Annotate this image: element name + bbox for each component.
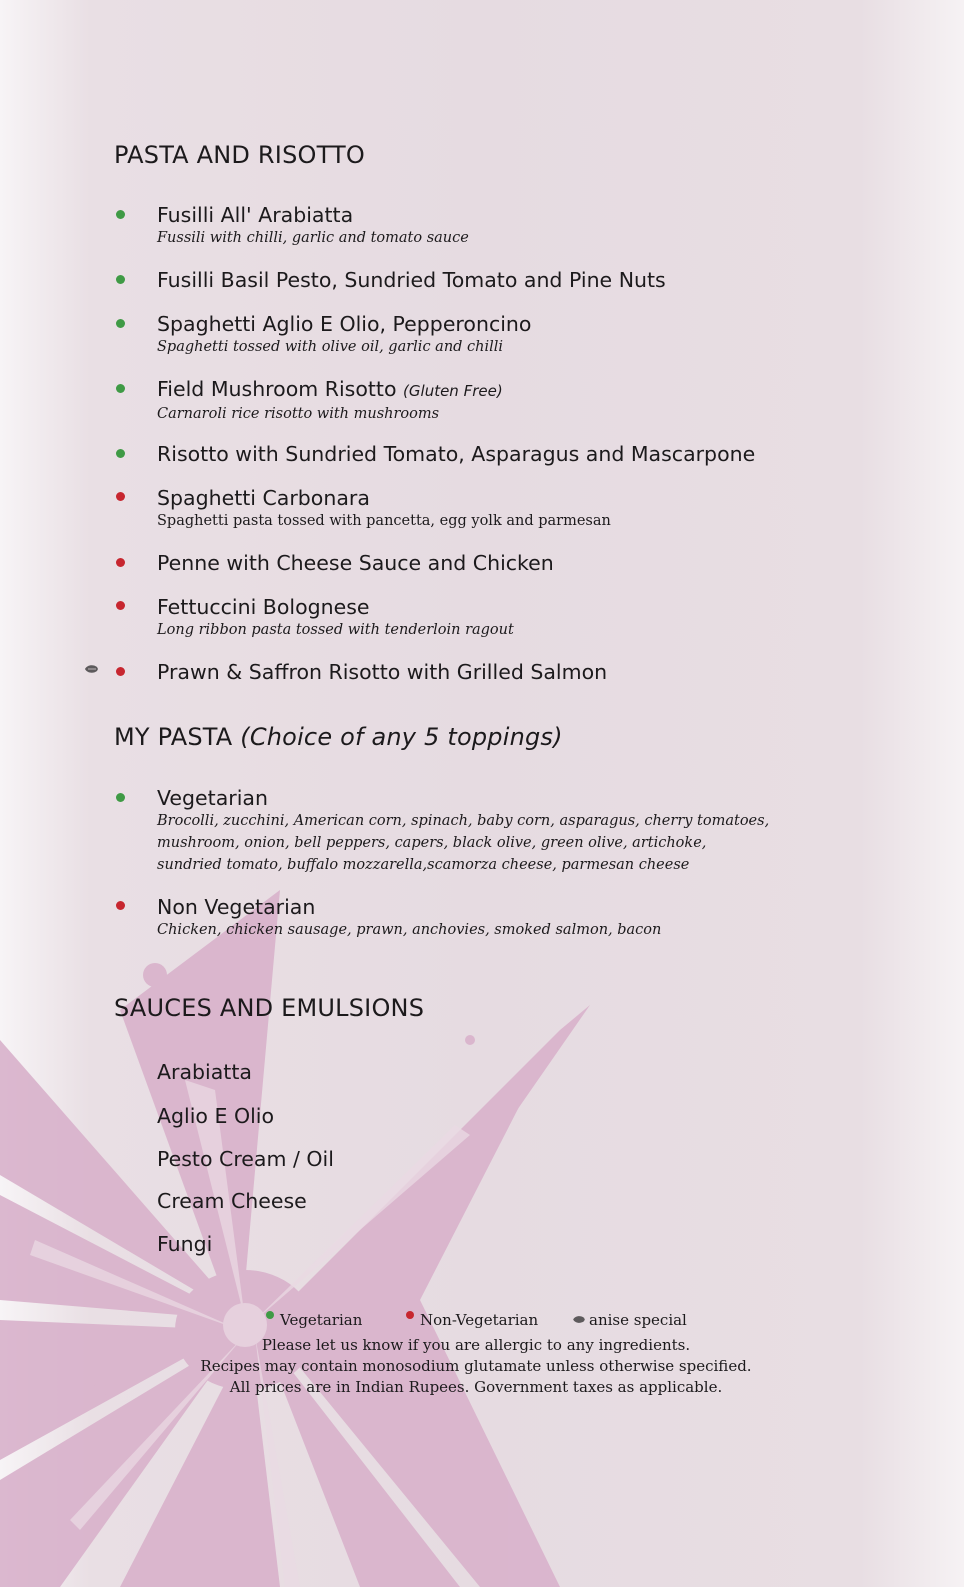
footer-allergy-note: Please let us know if you are allergic to any ingredients. — [261, 1336, 691, 1354]
menu-item-spaghetti-aglio-olio — [157, 312, 857, 358]
veg-indicator — [116, 449, 125, 458]
footer-price-note: All prices are in Indian Rupees. Government taxes as applicable. — [229, 1378, 723, 1396]
section-title-text: MY PASTA — [114, 723, 233, 751]
item-description: Long ribbon pasta tossed with tenderloin ragout — [157, 622, 514, 638]
sauce-item: Fungi — [157, 1232, 213, 1256]
footer-msg-note: Recipes may contain monosodium glutamate unless otherwise specified. — [200, 1357, 752, 1375]
item-description: Fussili with chilli, garlic and tomato sauce — [157, 230, 469, 246]
item-description: Carnaroli rice risotto with mushrooms — [157, 406, 440, 422]
nonveg-indicator — [116, 492, 125, 501]
menu-item-my-pasta-vegetarian — [157, 786, 857, 876]
nonveg-indicator — [116, 601, 125, 610]
menu-item-risotto-sundried-tomato — [157, 442, 857, 466]
legend-label: Non-Vegetarian — [420, 1311, 539, 1329]
anise-special-icon — [84, 664, 99, 674]
item-name: Penne with Cheese Sauce and Chicken — [157, 551, 554, 575]
nonveg-indicator — [116, 901, 125, 910]
menu-item-fusilli-pesto — [157, 268, 857, 292]
menu-item-fusilli-arabiatta — [157, 203, 857, 249]
item-description-line: Brocolli, zucchini, American corn, spinach, baby corn, asparagus, cherry tomatoes, — [157, 813, 770, 829]
item-name: Risotto with Sundried Tomato, Asparagus and Mascarpone — [157, 442, 756, 466]
item-name: Fusilli All' Arabiatta — [157, 203, 354, 227]
legend-anise-special — [572, 1310, 687, 1330]
item-name: Spaghetti Carbonara — [157, 486, 370, 510]
sauce-item: Cream Cheese — [157, 1189, 307, 1213]
legend-non-vegetarian — [406, 1310, 538, 1330]
legend-label: Vegetarian — [280, 1311, 363, 1329]
veg-indicator — [116, 210, 125, 219]
sauce-item: Aglio E Olio — [157, 1104, 275, 1128]
nonveg-indicator — [116, 667, 125, 676]
menu-item-spaghetti-carbonara — [157, 486, 857, 532]
section-title-pasta-risotto: PASTA AND RISOTTO — [114, 141, 365, 169]
menu-item-my-pasta-non-vegetarian — [157, 895, 857, 941]
veg-indicator — [116, 793, 125, 802]
section-title-sauces: SAUCES AND EMULSIONS — [114, 994, 425, 1022]
veg-indicator — [266, 1311, 274, 1319]
menu-item-fettuccini-bolognese — [157, 595, 857, 641]
legend-label: anise special — [589, 1311, 687, 1329]
veg-indicator — [116, 384, 125, 393]
item-name: Prawn & Saffron Risotto with Grilled Salmon — [157, 660, 608, 684]
menu-item-prawn-saffron-risotto — [157, 660, 857, 684]
section-title-my-pasta — [114, 723, 563, 751]
item-description: Chicken, chicken sausage, prawn, anchovies, smoked salmon, bacon — [157, 922, 662, 938]
nonveg-indicator — [116, 558, 125, 567]
item-name: Spaghetti Aglio E Olio, Pepperoncino — [157, 312, 532, 336]
item-description: Spaghetti pasta tossed with pancetta, egg yolk and parmesan — [157, 513, 611, 529]
item-description-line: mushroom, onion, bell peppers, capers, black olive, green olive, artichoke, — [157, 835, 707, 851]
legend-vegetarian — [266, 1310, 362, 1330]
anise-special-icon — [572, 1315, 586, 1324]
section-subtitle: (Choice of any 5 toppings) — [240, 723, 563, 751]
item-name: Fusilli Basil Pesto, Sundried Tomato and Pine Nuts — [157, 268, 666, 292]
item-description: Spaghetti tossed with olive oil, garlic and chilli — [157, 339, 504, 355]
menu-item-mushroom-risotto — [157, 377, 857, 425]
sauce-item: Pesto Cream / Oil — [157, 1147, 334, 1171]
item-description-line: sundried tomato, buffalo mozzarella,scamorza cheese, parmesan cheese — [157, 857, 690, 873]
item-name: Fettuccini Bolognese — [157, 595, 370, 619]
veg-indicator — [116, 275, 125, 284]
veg-indicator — [116, 319, 125, 328]
item-name: Non Vegetarian — [157, 895, 316, 919]
sauce-item: Arabiatta — [157, 1060, 252, 1084]
item-name: Field Mushroom Risotto — [157, 377, 397, 401]
menu-item-penne-chicken — [157, 551, 857, 575]
nonveg-indicator — [406, 1311, 414, 1319]
item-name: Vegetarian — [157, 786, 268, 810]
gluten-free-note: (Gluten Free) — [403, 382, 503, 400]
